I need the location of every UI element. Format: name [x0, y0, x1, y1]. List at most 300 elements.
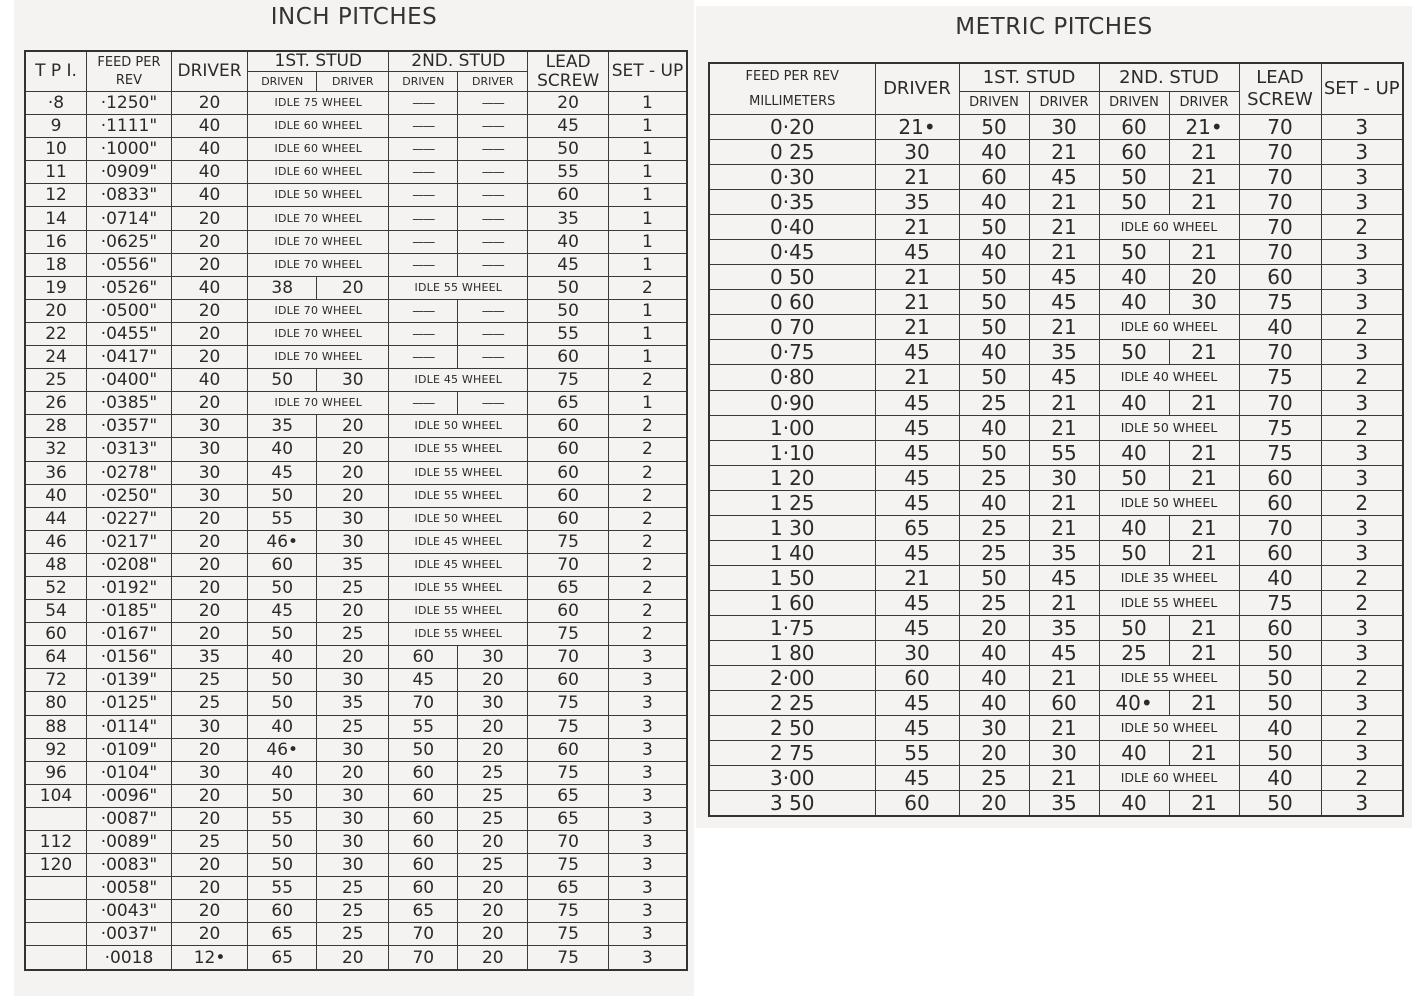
table-cell: IDLE 55 WHEEL	[389, 276, 528, 299]
table-row	[709, 265, 1403, 290]
table-row	[709, 315, 1403, 340]
table-cell: 20	[171, 923, 247, 946]
table-cell: 40	[248, 761, 317, 784]
table-cell: 65	[389, 900, 458, 923]
table-cell: 40	[959, 140, 1029, 165]
table-cell: 0 60	[709, 290, 875, 315]
table-cell: 60	[1099, 115, 1169, 140]
table-cell: 3	[608, 784, 687, 807]
table-cell: ·0058"	[87, 877, 172, 900]
table-row	[25, 507, 687, 530]
table-cell: 45	[875, 590, 959, 615]
table-cell: 30	[875, 140, 959, 165]
table-cell: ——	[458, 253, 528, 276]
col-header-second-stud-driver: DRIVER	[458, 72, 528, 92]
table-cell: 60	[1239, 490, 1321, 515]
table-cell: 70	[389, 946, 458, 970]
table-cell: 2	[608, 276, 687, 299]
table-cell: 45	[875, 490, 959, 515]
table-cell: 60	[528, 346, 609, 369]
table-cell: ·0043"	[87, 900, 172, 923]
table-cell: 1 40	[709, 540, 875, 565]
table-cell: 40	[1239, 716, 1321, 741]
table-cell	[25, 877, 87, 900]
table-cell: 40	[959, 340, 1029, 365]
table-cell: IDLE 35 WHEEL	[1099, 565, 1239, 590]
table-cell: 40	[171, 115, 247, 138]
table-cell: 30	[171, 715, 247, 738]
table-row	[25, 253, 687, 276]
table-cell: ——	[389, 138, 458, 161]
table-cell: 50	[1239, 666, 1321, 691]
table-cell: 20	[171, 738, 247, 761]
table-cell: 20	[317, 600, 389, 623]
table-cell: IDLE 55 WHEEL	[389, 461, 528, 484]
table-cell: 1	[608, 184, 687, 207]
table-cell: 60	[528, 738, 609, 761]
table-cell: 20	[528, 92, 609, 115]
table-cell: 88	[25, 715, 87, 738]
table-row	[25, 322, 687, 345]
table-cell: 21	[1169, 140, 1239, 165]
table-cell: 3	[608, 646, 687, 669]
table-row	[25, 946, 687, 970]
table-row	[25, 115, 687, 138]
table-cell: 40	[1099, 390, 1169, 415]
table-cell: ·0526"	[87, 276, 172, 299]
table-cell: 45	[248, 461, 317, 484]
table-cell: 3	[608, 738, 687, 761]
table-cell: 104	[25, 784, 87, 807]
table-cell: IDLE 70 WHEEL	[248, 346, 389, 369]
table-cell: IDLE 70 WHEEL	[248, 207, 389, 230]
table-cell: 2 25	[709, 691, 875, 716]
table-cell: ——	[389, 299, 458, 322]
table-cell: ·0250"	[87, 484, 172, 507]
table-cell: 45	[875, 390, 959, 415]
table-cell: 10	[25, 138, 87, 161]
table-cell: 2 75	[709, 741, 875, 766]
table-cell: 30	[875, 640, 959, 665]
metric-pitches-title: METRIC PITCHES	[955, 14, 1153, 40]
table-cell: ·0192"	[87, 576, 172, 599]
table-cell: 20	[458, 831, 528, 854]
table-cell: 38	[248, 276, 317, 299]
table-cell: 60	[528, 669, 609, 692]
inch-pitches-panel	[14, 0, 694, 996]
table-cell: 40	[1099, 791, 1169, 817]
table-row	[25, 184, 687, 207]
table-cell: 3	[1321, 190, 1403, 215]
table-cell: 70	[389, 692, 458, 715]
table-cell: 3	[608, 946, 687, 970]
table-cell: 25	[959, 515, 1029, 540]
table-cell: 20	[458, 923, 528, 946]
table-row	[25, 276, 687, 299]
table-cell: 25	[317, 900, 389, 923]
table-cell: 40	[171, 161, 247, 184]
table-cell: 55	[875, 741, 959, 766]
table-cell: 92	[25, 738, 87, 761]
table-cell: 20	[171, 553, 247, 576]
table-cell: 1·00	[709, 415, 875, 440]
table-cell: 60	[389, 761, 458, 784]
table-cell: ·0217"	[87, 530, 172, 553]
table-cell: ·0087"	[87, 807, 172, 830]
table-cell: 1 25	[709, 490, 875, 515]
table-cell: ——	[458, 138, 528, 161]
table-cell: 45	[1029, 640, 1099, 665]
table-cell: 2	[1321, 365, 1403, 390]
table-cell: 2	[608, 415, 687, 438]
col-header-driver: DRIVER	[171, 51, 247, 92]
table-cell: 21	[1029, 490, 1099, 515]
table-cell: 65	[248, 946, 317, 970]
table-cell: 70	[1239, 240, 1321, 265]
table-cell: 1 60	[709, 590, 875, 615]
table-cell: 30	[171, 761, 247, 784]
table-cell: 20	[959, 615, 1029, 640]
table-cell: ——	[389, 230, 458, 253]
table-cell: 50	[959, 365, 1029, 390]
table-row	[709, 115, 1403, 140]
table-row	[709, 240, 1403, 265]
table-cell: 21	[875, 315, 959, 340]
table-cell: 50	[1099, 165, 1169, 190]
table-cell: 9	[25, 115, 87, 138]
table-row	[25, 807, 687, 830]
table-cell: 50	[959, 265, 1029, 290]
table-row	[25, 854, 687, 877]
table-cell: 3	[608, 807, 687, 830]
table-cell: 45	[389, 669, 458, 692]
table-cell: 2	[1321, 716, 1403, 741]
table-cell: 48	[25, 553, 87, 576]
table-cell: 40	[959, 640, 1029, 665]
table-cell: 50	[248, 831, 317, 854]
table-row	[25, 438, 687, 461]
table-cell: ·0018	[87, 946, 172, 970]
table-cell: 25	[317, 877, 389, 900]
table-cell: 30	[317, 807, 389, 830]
table-cell: 1	[608, 230, 687, 253]
table-cell: 20	[458, 715, 528, 738]
table-cell: 0·75	[709, 340, 875, 365]
table-cell: 25	[458, 761, 528, 784]
table-cell: ——	[458, 184, 528, 207]
table-cell: 50	[1099, 340, 1169, 365]
table-cell: 45	[1029, 365, 1099, 390]
table-cell: 32	[25, 438, 87, 461]
table-cell: 60	[1239, 615, 1321, 640]
table-cell: 21	[875, 265, 959, 290]
table-row	[709, 565, 1403, 590]
table-cell: 40	[959, 666, 1029, 691]
table-cell: 3	[1321, 640, 1403, 665]
table-cell: 21	[1169, 691, 1239, 716]
table-row	[25, 623, 687, 646]
table-cell: IDLE 70 WHEEL	[248, 322, 389, 345]
table-cell: 44	[25, 507, 87, 530]
table-cell: IDLE 40 WHEEL	[1099, 365, 1239, 390]
table-cell: 0·90	[709, 390, 875, 415]
table-cell: 1	[608, 92, 687, 115]
table-cell: ·0714"	[87, 207, 172, 230]
table-cell: 3	[608, 831, 687, 854]
table-cell: 35	[248, 415, 317, 438]
table-cell: 45	[1029, 265, 1099, 290]
table-cell: IDLE 60 WHEEL	[1099, 215, 1239, 240]
table-cell: 20	[458, 669, 528, 692]
table-cell: 20	[171, 346, 247, 369]
table-cell: 2	[1321, 415, 1403, 440]
table-cell: 3	[1321, 540, 1403, 565]
table-cell: 30	[959, 716, 1029, 741]
table-cell: 2	[608, 600, 687, 623]
table-cell: 21	[1169, 340, 1239, 365]
table-cell: 3	[1321, 165, 1403, 190]
table-cell: 21	[875, 290, 959, 315]
table-cell: ——	[458, 230, 528, 253]
table-cell: 3	[608, 854, 687, 877]
table-cell: 3	[608, 715, 687, 738]
table-cell: 50	[248, 784, 317, 807]
table-cell: 20	[959, 791, 1029, 817]
table-cell: ——	[389, 392, 458, 415]
table-cell: 60	[1239, 265, 1321, 290]
col-header-tpi: T P I.	[25, 51, 87, 92]
table-cell: 25	[959, 540, 1029, 565]
table-cell: 20	[171, 322, 247, 345]
table-cell: ·0083"	[87, 854, 172, 877]
table-row	[709, 440, 1403, 465]
table-cell: 25	[171, 831, 247, 854]
table-cell: 20	[317, 761, 389, 784]
table-row	[25, 669, 687, 692]
table-cell: 1	[608, 138, 687, 161]
table-cell: 21	[1169, 390, 1239, 415]
table-cell: 3	[1321, 615, 1403, 640]
table-cell: 40	[1239, 315, 1321, 340]
table-row	[25, 576, 687, 599]
table-cell: 60	[1029, 691, 1099, 716]
table-cell: 30	[458, 646, 528, 669]
table-cell: 35	[171, 646, 247, 669]
metric-pitches-table	[708, 62, 1404, 817]
table-cell: 50	[1239, 640, 1321, 665]
table-cell: 3	[1321, 465, 1403, 490]
table-cell: 70	[1239, 215, 1321, 240]
table-cell: 21	[1029, 140, 1099, 165]
table-cell: 40•	[1099, 691, 1169, 716]
table-cell: 3	[1321, 791, 1403, 817]
table-cell: 20	[171, 807, 247, 830]
col-header-second-stud-driven: DRIVEN	[389, 72, 458, 92]
table-cell: 50	[1099, 540, 1169, 565]
table-cell: 50	[959, 290, 1029, 315]
table-cell: 40	[25, 484, 87, 507]
table-cell: 21	[1169, 190, 1239, 215]
table-cell: 3	[1321, 340, 1403, 365]
table-cell: 30	[171, 438, 247, 461]
table-cell: IDLE 75 WHEEL	[248, 92, 389, 115]
table-cell: 55	[248, 877, 317, 900]
table-cell: 20	[317, 461, 389, 484]
table-cell: ·0313"	[87, 438, 172, 461]
table-cell: 40	[248, 438, 317, 461]
table-cell: 65	[528, 576, 609, 599]
table-cell: 21	[1169, 791, 1239, 817]
table-cell	[25, 807, 87, 830]
table-cell: 45	[875, 240, 959, 265]
table-cell: ——	[389, 207, 458, 230]
table-cell: IDLE 45 WHEEL	[389, 530, 528, 553]
table-cell: 3	[1321, 140, 1403, 165]
col-header-second-stud-driven: DRIVEN	[1099, 92, 1169, 115]
table-cell: 19	[25, 276, 87, 299]
table-cell: 50	[248, 692, 317, 715]
table-cell: 20	[959, 741, 1029, 766]
table-cell: 45	[875, 440, 959, 465]
table-cell: 40	[959, 415, 1029, 440]
table-cell: 50	[1239, 741, 1321, 766]
table-cell: ——	[389, 161, 458, 184]
table-cell: 40	[959, 490, 1029, 515]
table-cell: IDLE 55 WHEEL	[389, 600, 528, 623]
table-cell: 20	[458, 738, 528, 761]
table-cell: 3	[1321, 265, 1403, 290]
table-cell: 52	[25, 576, 87, 599]
table-cell: 75	[1239, 440, 1321, 465]
table-cell: 25	[25, 369, 87, 392]
table-cell: 40	[1239, 766, 1321, 791]
table-cell: 25	[458, 807, 528, 830]
table-cell: 1 80	[709, 640, 875, 665]
table-cell: 70	[389, 923, 458, 946]
table-cell: 3	[608, 761, 687, 784]
table-cell: IDLE 60 WHEEL	[248, 115, 389, 138]
table-cell: 3	[608, 900, 687, 923]
table-cell	[25, 900, 87, 923]
table-cell: 3	[1321, 515, 1403, 540]
table-cell: 46•	[248, 530, 317, 553]
table-cell: 55	[528, 161, 609, 184]
table-cell: 30	[1029, 465, 1099, 490]
table-cell: 21	[1169, 240, 1239, 265]
col-header-first-stud-driven: DRIVEN	[959, 92, 1029, 115]
table-cell: 20	[317, 276, 389, 299]
table-row	[709, 390, 1403, 415]
table-cell: 20	[171, 576, 247, 599]
table-cell: 21	[1029, 716, 1099, 741]
table-cell: ——	[389, 115, 458, 138]
table-cell: ·0278"	[87, 461, 172, 484]
table-cell: 75	[528, 369, 609, 392]
table-cell: 50	[959, 440, 1029, 465]
table-cell: 60	[528, 461, 609, 484]
table-cell: 30	[458, 692, 528, 715]
table-cell: 25	[171, 669, 247, 692]
table-cell: 11	[25, 161, 87, 184]
table-cell: 70	[1239, 390, 1321, 415]
table-cell: 21	[1029, 215, 1099, 240]
table-cell: 1 50	[709, 565, 875, 590]
table-cell: 60	[389, 831, 458, 854]
table-cell: 35	[1029, 540, 1099, 565]
table-cell: 45	[1029, 290, 1099, 315]
table-cell: 40	[959, 240, 1029, 265]
col-header-set-up: SET - UP	[1321, 63, 1403, 115]
table-cell: ·0500"	[87, 299, 172, 322]
table-cell: 75	[1239, 590, 1321, 615]
table-cell: 12•	[171, 946, 247, 970]
table-cell: 65	[528, 807, 609, 830]
table-cell: 21	[875, 165, 959, 190]
table-row	[709, 640, 1403, 665]
table-cell: 40	[1099, 741, 1169, 766]
table-cell: 20	[171, 877, 247, 900]
table-cell: 75	[528, 946, 609, 970]
table-cell: 25	[458, 854, 528, 877]
table-row	[709, 691, 1403, 716]
table-cell: 20	[171, 600, 247, 623]
table-cell: 30	[1029, 115, 1099, 140]
table-row	[25, 415, 687, 438]
table-cell: 60	[389, 784, 458, 807]
table-cell: 60	[875, 791, 959, 817]
table-cell: 21	[1029, 766, 1099, 791]
table-cell: IDLE 55 WHEEL	[389, 484, 528, 507]
table-cell: 45	[875, 716, 959, 741]
table-cell: 50	[1239, 691, 1321, 716]
table-row	[25, 161, 687, 184]
table-cell: 20	[458, 900, 528, 923]
table-row	[25, 92, 687, 115]
table-cell: ·0208"	[87, 553, 172, 576]
table-cell: 40	[1099, 515, 1169, 540]
table-cell: 30	[317, 854, 389, 877]
table-cell: 20	[171, 507, 247, 530]
table-cell: 22	[25, 322, 87, 345]
table-cell: 20	[171, 623, 247, 646]
table-cell: 30	[1029, 741, 1099, 766]
table-cell: 46•	[248, 738, 317, 761]
table-cell: ——	[389, 92, 458, 115]
table-row	[709, 741, 1403, 766]
table-cell: 60	[389, 646, 458, 669]
table-row	[709, 540, 1403, 565]
table-cell: 50	[1099, 190, 1169, 215]
table-cell: ·0096"	[87, 784, 172, 807]
col-header-second-stud: 2ND. STUD	[389, 51, 528, 72]
table-cell: 35	[317, 692, 389, 715]
table-cell: 25	[317, 576, 389, 599]
table-cell: 30	[317, 784, 389, 807]
table-cell: 0 25	[709, 140, 875, 165]
table-row	[25, 392, 687, 415]
table-cell: 2	[608, 576, 687, 599]
table-cell: 1	[608, 253, 687, 276]
table-cell: ·0114"	[87, 715, 172, 738]
table-cell: 45	[528, 253, 609, 276]
table-cell: 46	[25, 530, 87, 553]
table-row	[25, 715, 687, 738]
table-cell: 60	[1099, 140, 1169, 165]
table-cell: 72	[25, 669, 87, 692]
table-cell: ·0167"	[87, 623, 172, 646]
table-cell: 30	[317, 738, 389, 761]
table-cell: 20	[171, 530, 247, 553]
